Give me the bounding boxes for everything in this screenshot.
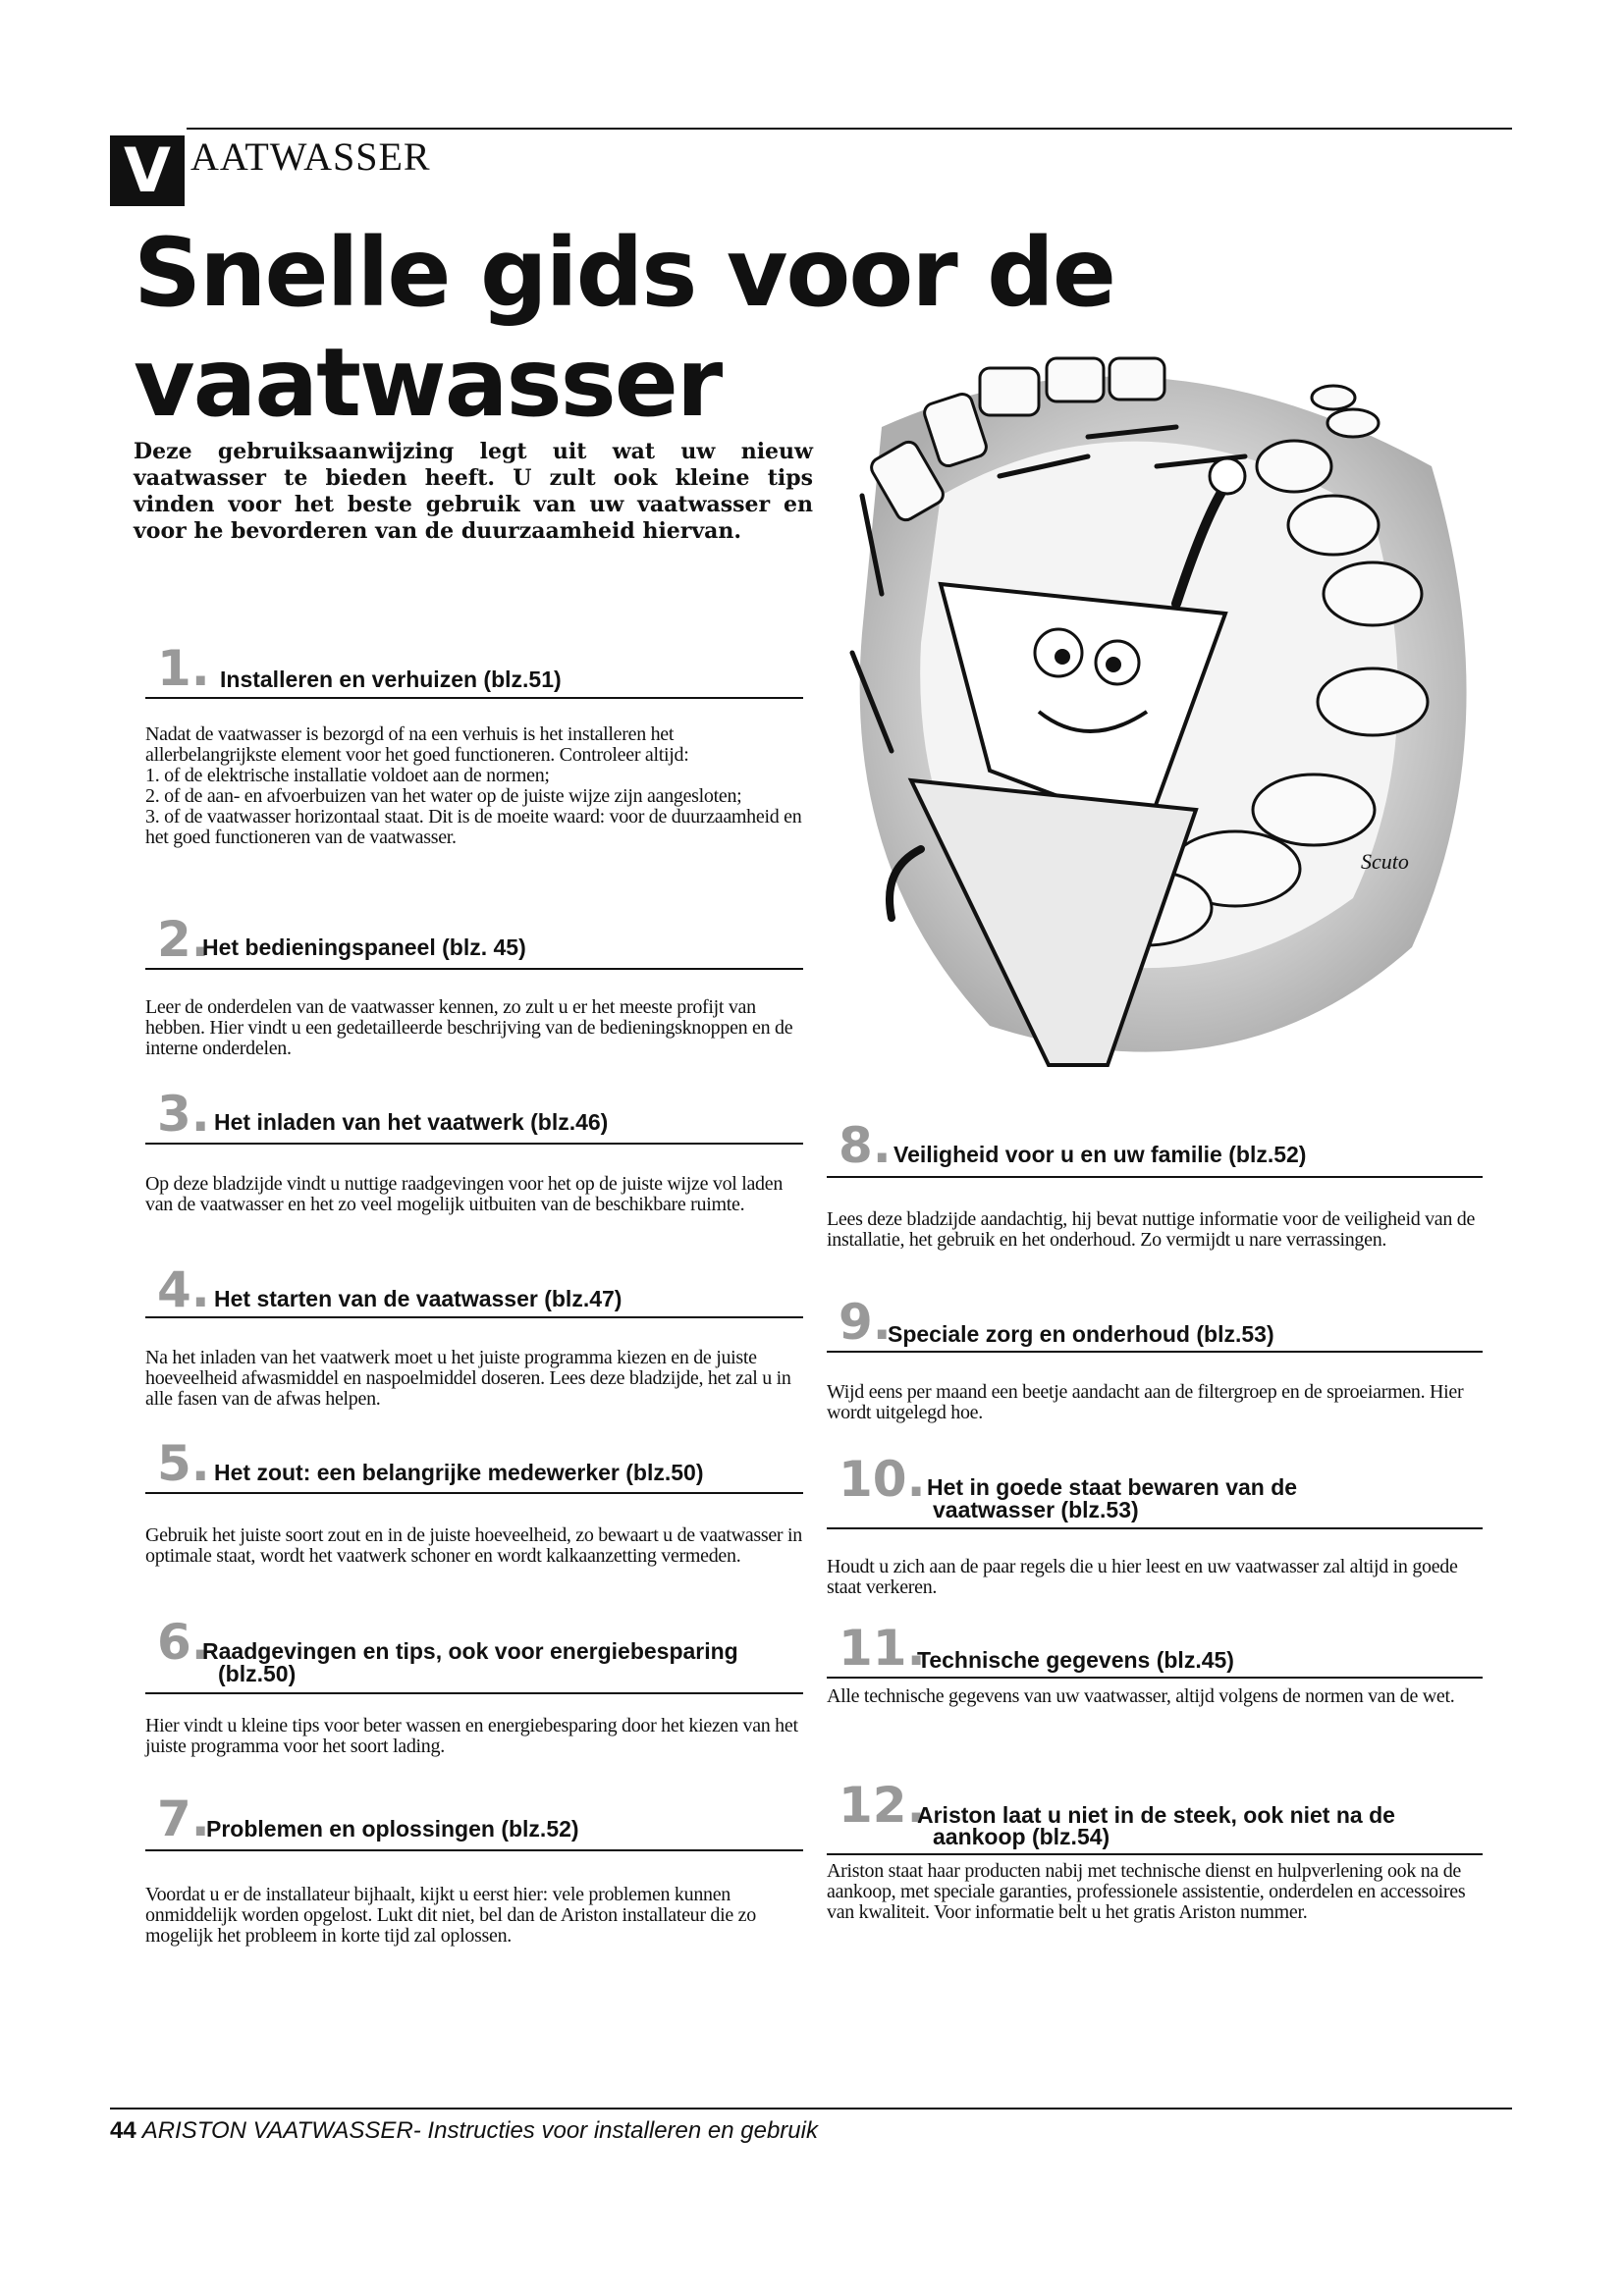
section-body (145, 1716, 803, 1757)
section-6 (145, 1614, 803, 1757)
section-number: 10. (839, 1451, 926, 1508)
paragraph: 1. of de elektrische installatie voldoet aan de normen; (145, 765, 550, 786)
section-number: 12. (839, 1777, 926, 1834)
paragraph: Lees deze bladzijde aandachtig, hij bevat nuttige informatie voor de veiligheid van de installatie, het gebruik en het onderhoud. Zo vermijdt u nare verrassingen. (827, 1208, 1476, 1251)
section-12 (827, 1777, 1483, 1923)
section-3 (145, 1084, 803, 1215)
paragraph: Wijd eens per maand een beetje aandacht aan de filtergroep en de sproeiarmen. Hier wordt uitgelegd hoe. (827, 1381, 1464, 1423)
paragraph: 2. of de aan- en afvoerbuizen van het water op de juiste wijze zijn aangesloten; (145, 785, 742, 807)
section-5 (145, 1435, 803, 1567)
section-title: Het zout: een belangrijke medewerker (blz.50) (214, 1460, 704, 1485)
section-body (145, 1174, 803, 1215)
section-body (145, 1885, 803, 1947)
section-10 (827, 1451, 1483, 1598)
section-title: Problemen en oplossingen (blz.52) (206, 1816, 579, 1842)
section-number: 8. (839, 1117, 892, 1174)
section-title: Technische gegevens (blz.45) (917, 1647, 1234, 1673)
page-footer (110, 2117, 818, 2145)
section-1 (145, 638, 803, 848)
section-title: Veiligheid voor u en uw familie (blz.52) (893, 1142, 1307, 1167)
page-number: 44 (110, 2117, 136, 2144)
paragraph: 3. of de vaatwasser horizontaal staat. Dit is de moeite waard: voor de duurzaamheid en het goed functioneren van de vaatwasser. (145, 806, 802, 848)
section-number: 6. (157, 1614, 210, 1671)
paragraph: Houdt u zich aan de paar regels die u hier leest en uw vaatwasser zal altijd in goede staat verkeren. (827, 1556, 1458, 1598)
artist-signature: Scuto (1361, 849, 1409, 874)
section-number: 7. (157, 1790, 210, 1847)
section-8 (827, 1119, 1483, 1251)
paragraph: Op deze bladzijde vindt u nuttige raadgevingen voor het op de juiste wijze vol laden van de vaatwasser en het zo veel mogelijk uitbuiten van de beschikbare ruimte. (145, 1173, 784, 1215)
section-number: 4. (157, 1261, 210, 1318)
section-title: Installeren en verhuizen (blz.51) (220, 667, 562, 692)
section-body (145, 997, 803, 1059)
paragraph: Leer de onderdelen van de vaatwasser kennen, zo zult u er het meeste profijt van hebben. Hier vindt u een gedetailleerde beschrijving van de bedieningsknoppen en de interne onderdelen. (145, 996, 793, 1059)
section-title: Het bedieningspaneel (blz. 45) (202, 934, 526, 960)
section-9 (827, 1296, 1483, 1423)
section-label: AATWASSER (190, 134, 431, 179)
section-title-continued: (blz.50) (218, 1661, 297, 1686)
section-body (827, 1686, 1483, 1707)
section-number: 3. (157, 1086, 210, 1143)
section-body (827, 1861, 1483, 1923)
section-title: Ariston laat u niet in de steek, ook niet na de (917, 1802, 1395, 1828)
section-title: Het starten van de vaatwasser (blz.47) (214, 1286, 623, 1311)
section-number: 5. (157, 1435, 210, 1492)
section-7 (145, 1789, 803, 1947)
page-title: Snelle gids voor de vaatwasser (134, 218, 1114, 438)
section-body (145, 724, 803, 848)
bottom-rule (110, 2108, 1512, 2109)
section-title: Raadgevingen en tips, ook voor energiebesparing (202, 1638, 738, 1664)
paragraph: Na het inladen van het vaatwerk moet u het juiste programma kiezen en de juiste hoeveelheid afwasmiddel en naspoelmiddel doseren. Lees deze bladzijde, het zal u in alle fasen van de afwas helpen. (145, 1347, 791, 1410)
footer-text: ARISTON VAATWASSER- Instructies voor installeren en gebruik (141, 2117, 818, 2144)
paragraph: Gebruik het juiste soort zout en in de juiste hoeveelheid, zo bewaart u de vaatwasser in optimale staat, wordt het vaatwerk schoner en wordt kalkaanzetting vermeden. (145, 1524, 802, 1567)
section-body (145, 1525, 803, 1567)
section-number: 9. (839, 1294, 892, 1351)
section-title: Het inladen van het vaatwerk (blz.46) (214, 1109, 609, 1135)
section-number: 1. (157, 640, 210, 697)
paragraph: Ariston staat haar producten nabij met technische dienst en hulpverlening ook na de aankoop, met speciale garanties, professionele assistentie, onderdelen en accessoires van kwaliteit. Voor informatie belt u het gratis Ariston nummer. (827, 1860, 1466, 1923)
section-title: Het in goede staat bewaren van de (927, 1474, 1298, 1500)
section-title-continued: aankoop (blz.54) (933, 1824, 1110, 1849)
paragraph: Hier vindt u kleine tips voor beter wassen en energiebesparing door het kiezen van het juiste programma voor het soort lading. (145, 1715, 798, 1757)
section-2 (145, 909, 803, 1059)
top-rule (187, 128, 1512, 130)
section-body (827, 1209, 1483, 1251)
section-title: Speciale zorg en onderhoud (blz.53) (888, 1321, 1274, 1347)
section-body (827, 1382, 1483, 1423)
section-body (145, 1348, 803, 1410)
section-number: 2. (157, 911, 210, 968)
section-title-continued: vaatwasser (blz.53) (933, 1497, 1139, 1522)
section-number: 11. (839, 1620, 926, 1677)
section-4 (145, 1261, 803, 1410)
paragraph: Nadat de vaatwasser is bezorgd of na een verhuis is het installeren het allerbelangrijkste element voor het goed functioneren. Controleer altijd: (145, 723, 689, 766)
intro-paragraph: Deze gebruiksaanwijzing legt uit wat uw nieuw vaatwasser te bieden heeft. U zult ook kleine tips vinden voor het beste gebruik van uw vaatwasser en voor he bevorderen van de duurzaamheid hiervan. (134, 439, 813, 544)
paragraph: Voordat u er de installateur bijhaalt, kijkt u eerst hier: vele problemen kunnen onmiddelijk worden opgelost. Lukt dit niet, bel dan de Ariston installateur die zo mogelijk het probleem in korte tijd zal oplossen. (145, 1884, 756, 1947)
section-initial: V (110, 135, 185, 206)
section-11 (827, 1620, 1483, 1707)
paragraph: Alle technische gegevens van uw vaatwasser, altijd volgens de normen van de wet. (827, 1685, 1455, 1707)
section-body (827, 1557, 1483, 1598)
dishwasher-cartoon-illustration (823, 319, 1483, 1124)
